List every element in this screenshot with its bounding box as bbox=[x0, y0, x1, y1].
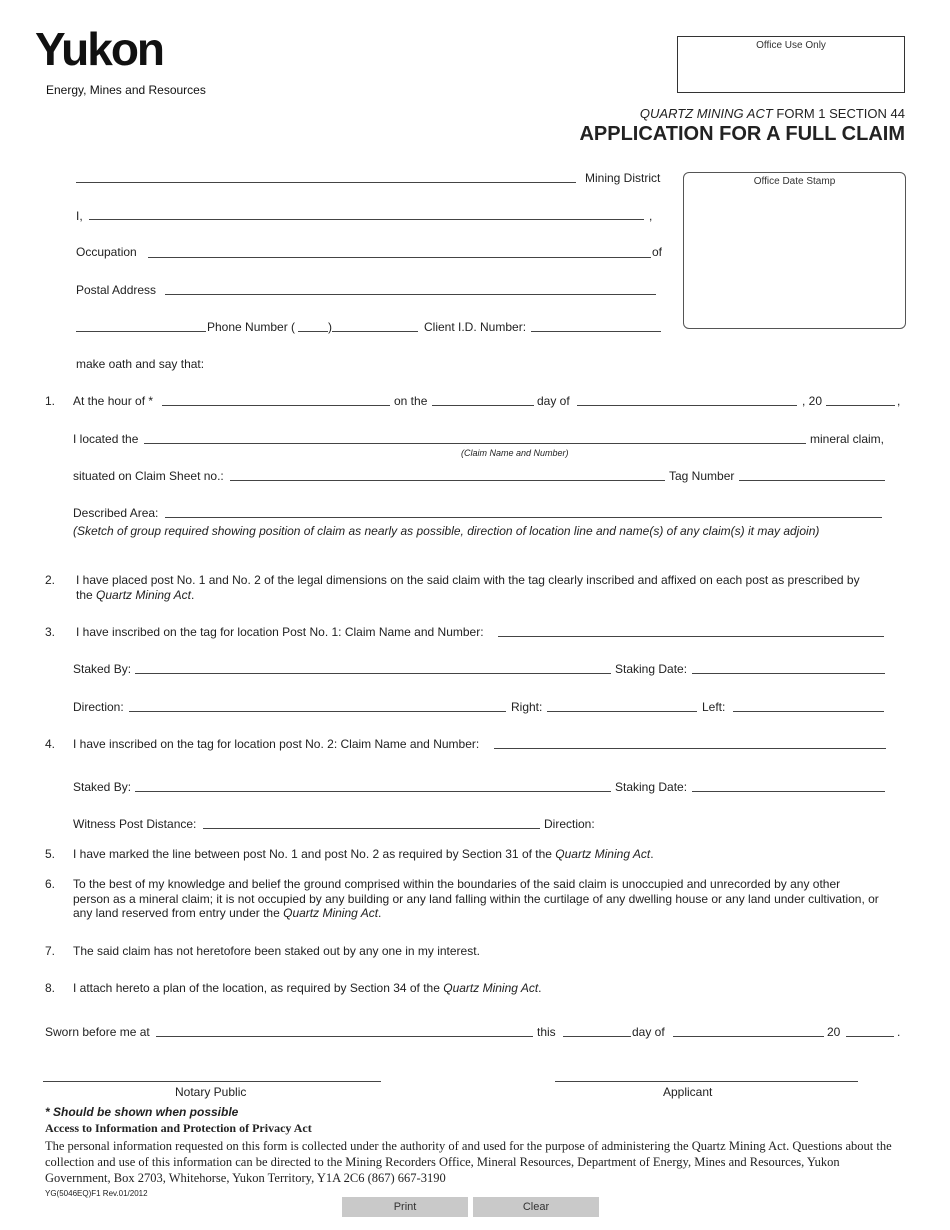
i-label: I, bbox=[76, 209, 83, 223]
applicant-label: Applicant bbox=[663, 1085, 713, 1099]
item-3-number: 3. bbox=[45, 625, 56, 639]
post1-right-label: Right: bbox=[511, 700, 543, 714]
witness-direction-label: Direction: bbox=[544, 817, 595, 831]
post2-staked-by-field[interactable] bbox=[135, 791, 611, 792]
claim-name-field[interactable] bbox=[144, 443, 806, 444]
post2-staking-date-label: Staking Date: bbox=[615, 780, 688, 794]
item-4-number: 4. bbox=[45, 737, 56, 751]
post2-claim-name-field[interactable] bbox=[494, 748, 886, 749]
sworn-day-field[interactable] bbox=[563, 1036, 631, 1037]
hour-field[interactable] bbox=[162, 405, 390, 406]
print-button[interactable]: Print bbox=[342, 1197, 468, 1217]
item-7-number: 7. bbox=[45, 944, 56, 958]
area-code-field[interactable] bbox=[298, 331, 328, 332]
item-2-period: . bbox=[190, 588, 195, 602]
tag-number-label: Tag Number bbox=[669, 469, 735, 483]
office-date-stamp-label: Office Date Stamp bbox=[753, 176, 836, 187]
item-4-text: I have inscribed on the tag for location post No. 2: Claim Name and Number: bbox=[73, 737, 480, 751]
mineral-claim-label: mineral claim, bbox=[810, 432, 885, 446]
sworn-year-field[interactable] bbox=[846, 1036, 894, 1037]
described-area-field[interactable] bbox=[165, 517, 882, 518]
claim-name-caption: (Claim Name and Number) bbox=[461, 448, 569, 458]
item-6-line1: To the best of my knowledge and belief the ground comprised within the boundaries of the said claim is unoccupied and unrecorded by any other bbox=[73, 877, 841, 891]
privacy-title: Access to Information and Protection of Privacy Act bbox=[45, 1121, 312, 1135]
item-6-act: Quartz Mining Act bbox=[283, 906, 379, 920]
post1-staked-by-label: Staked By: bbox=[73, 662, 132, 676]
item-5-period: . bbox=[650, 847, 654, 861]
sworn-year-prefix: 20 bbox=[827, 1025, 841, 1039]
oath-text: make oath and say that: bbox=[76, 357, 205, 371]
of-text: of bbox=[652, 245, 663, 259]
witness-distance-field[interactable] bbox=[203, 828, 540, 829]
trailing-comma: , bbox=[897, 394, 901, 408]
witness-distance-label: Witness Post Distance: bbox=[73, 817, 197, 831]
sworn-label: Sworn before me at bbox=[45, 1025, 150, 1039]
sworn-this-label: this bbox=[537, 1025, 556, 1039]
item-6-period: . bbox=[378, 906, 382, 920]
sketch-note: (Sketch of group required showing position of claim as nearly as possible, direction of location line and name(s) of any claim(s) it may adjoin) bbox=[73, 524, 820, 538]
item-8-body: I attach hereto a plan of the location, as required by Section 34 of the bbox=[73, 981, 444, 995]
office-use-box bbox=[677, 36, 905, 93]
act-name: QUARTZ MINING ACT bbox=[639, 106, 773, 121]
post1-left-field[interactable] bbox=[733, 711, 884, 712]
claim-sheet-label: situated on Claim Sheet no.: bbox=[73, 469, 224, 483]
item-2-the: the bbox=[76, 588, 97, 602]
post1-staking-date-field[interactable] bbox=[692, 673, 885, 674]
name-field[interactable] bbox=[89, 219, 644, 220]
post1-direction-label: Direction: bbox=[73, 700, 124, 714]
item-5-text bbox=[73, 847, 654, 861]
post1-left-label: Left: bbox=[702, 700, 726, 714]
item-8-text bbox=[73, 981, 542, 995]
footnote: * Should be shown when possible bbox=[45, 1105, 239, 1119]
clear-button[interactable]: Clear bbox=[473, 1197, 599, 1217]
form-ref: FORM 1 SECTION 44 bbox=[772, 106, 905, 121]
comma-text: , bbox=[649, 209, 653, 223]
form-code: YG(5046EQ)F1 Rev.01/2012 bbox=[45, 1189, 148, 1198]
mining-district-field[interactable] bbox=[76, 182, 576, 183]
item-2-text-line1: I have placed post No. 1 and No. 2 of the legal dimensions on the said claim with the tag clearly inscribed and affixed on each post as prescribed by bbox=[76, 573, 860, 587]
item-2-act: Quartz Mining Act bbox=[96, 588, 191, 602]
postal-address-label: Postal Address bbox=[76, 283, 157, 297]
item-3-text: I have inscribed on the tag for location Post No. 1: Claim Name and Number: bbox=[76, 625, 484, 639]
client-id-field[interactable] bbox=[531, 331, 661, 332]
month-field[interactable] bbox=[577, 405, 797, 406]
item-7-text: The said claim has not heretofore been staked out by any one in my interest. bbox=[73, 944, 480, 958]
client-id-label: Client I.D. Number: bbox=[424, 320, 527, 334]
day-of-label: day of bbox=[537, 394, 570, 408]
item-8-period: . bbox=[538, 981, 542, 995]
mining-district-label: Mining District bbox=[585, 171, 661, 185]
described-area-label: Described Area: bbox=[73, 506, 159, 520]
occupation-label: Occupation bbox=[76, 245, 137, 259]
post1-direction-field[interactable] bbox=[129, 711, 506, 712]
item-2-text-line2 bbox=[76, 588, 194, 602]
postal-address-field[interactable] bbox=[165, 294, 656, 295]
privacy-text: The personal information requested on this form is collected under the authority of and used for the purpose of administering the Quartz Mining Act. Questions about the collection and use of this information can be directed to the Mining Recorders Office, Mineral Resources, Department of Energy, Mines and Resources, Yukon Government, Box 2703, Whitehorse, Yukon Territory, Y1A 2C6 (867) 667-3190 bbox=[45, 1139, 892, 1185]
item-5-number: 5. bbox=[45, 847, 56, 861]
postal-address-cont-field[interactable] bbox=[76, 331, 206, 332]
post1-right-field[interactable] bbox=[547, 711, 697, 712]
at-hour-label: At the hour of * bbox=[73, 394, 154, 408]
day-field[interactable] bbox=[432, 405, 534, 406]
claim-sheet-field[interactable] bbox=[230, 480, 665, 481]
item-8-number: 8. bbox=[45, 981, 56, 995]
post1-staking-date-label: Staking Date: bbox=[615, 662, 688, 676]
phone-number-label: Phone Number ( bbox=[207, 320, 296, 334]
post2-staking-date-field[interactable] bbox=[692, 791, 885, 792]
located-label: I located the bbox=[73, 432, 139, 446]
phone-number-field[interactable] bbox=[332, 331, 418, 332]
sworn-place-field[interactable] bbox=[156, 1036, 533, 1037]
sworn-period: . bbox=[897, 1025, 901, 1039]
item-2-number: 2. bbox=[45, 573, 56, 587]
logo-subtitle: Energy, Mines and Resources bbox=[46, 83, 206, 97]
applicant-signature-field[interactable] bbox=[555, 1081, 858, 1082]
office-date-stamp-box bbox=[683, 172, 906, 329]
act-reference bbox=[640, 106, 905, 121]
post1-staked-by-field[interactable] bbox=[135, 673, 611, 674]
occupation-field[interactable] bbox=[148, 257, 651, 258]
item-5-body: I have marked the line between post No. 1 and post No. 2 as required by Section 31 of the bbox=[73, 847, 556, 861]
notary-label: Notary Public bbox=[175, 1085, 247, 1099]
office-use-label: Office Use Only bbox=[756, 40, 826, 51]
item-6-line2: person as a mineral claim; it is not occupied by any building or any land falling within the curtilage of any dwelling house or any land under cultivation, or bbox=[73, 892, 879, 906]
form-title: APPLICATION FOR A FULL CLAIM bbox=[579, 123, 905, 145]
sworn-month-field[interactable] bbox=[673, 1036, 824, 1037]
item-8-act: Quartz Mining Act bbox=[443, 981, 539, 995]
post1-claim-name-field[interactable] bbox=[498, 636, 884, 637]
sworn-day-of-label: day of bbox=[632, 1025, 665, 1039]
on-the-label: on the bbox=[394, 394, 428, 408]
yukon-logo: Yukon bbox=[35, 23, 164, 75]
item-6-line3-body: any land reserved from entry under the bbox=[73, 906, 284, 920]
post2-staked-by-label: Staked By: bbox=[73, 780, 132, 794]
phone-paren-close: ) bbox=[328, 320, 332, 334]
item-5-act: Quartz Mining Act bbox=[555, 847, 651, 861]
item-6-line3 bbox=[73, 906, 381, 920]
year-field[interactable] bbox=[826, 405, 895, 406]
notary-signature-field[interactable] bbox=[43, 1081, 381, 1082]
tag-number-field[interactable] bbox=[739, 480, 885, 481]
year-prefix-label: , 20 bbox=[802, 394, 823, 408]
item-1-number: 1. bbox=[45, 394, 56, 408]
item-6-number: 6. bbox=[45, 877, 56, 891]
